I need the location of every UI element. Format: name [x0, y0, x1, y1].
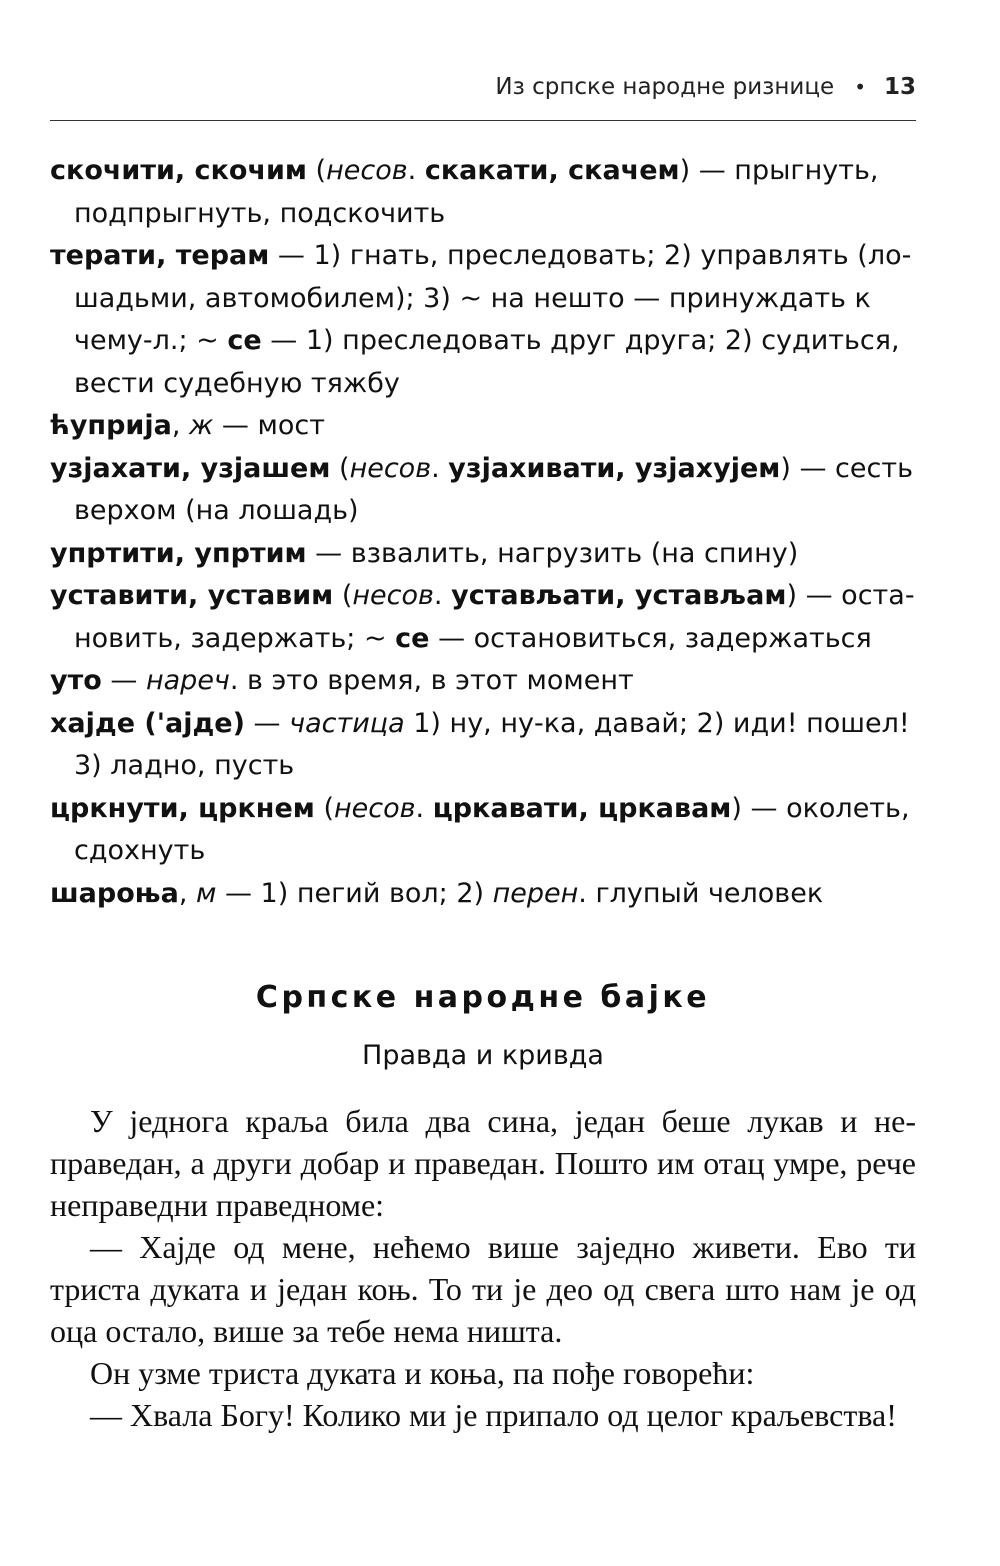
definition-text: . [431, 452, 449, 484]
headword: упртити, упртим [50, 537, 307, 569]
definition-text: ( [333, 580, 353, 611]
definition-text: . [415, 792, 433, 824]
definition-text: 1) ну, ну-ка, давай; 2) иди! пошел! 3) ладно, пусть [74, 707, 910, 781]
definition-text: — 1) преследовать друг друга; 2) судиться, вести судебную тяжбу [74, 325, 900, 399]
headword: цркнути, цркнем [50, 792, 315, 824]
glossary-entry [50, 873, 920, 916]
headword: узјахати, узјашем [50, 452, 331, 484]
definition-text: ) — остановить, задержать; ~ [74, 580, 915, 654]
glossary-entry [50, 533, 920, 576]
definition-text: ( [306, 155, 327, 186]
definition-text: . глупый человек [578, 877, 824, 909]
grammar-label: несов [326, 155, 408, 186]
definition-text: ( [314, 792, 334, 824]
story-paragraph: Он узме триста дуката и коња, па пође говорећи: [90, 1355, 755, 1391]
grammar-label: частица [289, 707, 405, 739]
definition-text: , [171, 410, 189, 441]
headword: се [395, 622, 430, 654]
grammar-label: перен [492, 877, 579, 909]
glossary-entry [50, 788, 920, 873]
headword: уто [50, 665, 102, 696]
headword: уставити, уставим [50, 580, 334, 611]
glossary-entry [50, 703, 920, 788]
definition-text: — мост [213, 410, 325, 441]
definition-text: ( [330, 452, 350, 484]
headword: терати, терам [50, 240, 270, 271]
section-title: Српске народне бајке [255, 980, 711, 1015]
headword: узјахивати, узјахујем [448, 452, 781, 484]
headword: устављати, устављам [451, 580, 787, 611]
headword: се [227, 325, 262, 356]
glossary-entry [50, 448, 920, 533]
glossary [50, 150, 920, 915]
glossary-entry [50, 660, 920, 703]
running-title: Из српске народне ризнице [495, 74, 835, 100]
headword: хајде ('ајде) [50, 707, 245, 739]
grammar-label: несов [352, 580, 434, 611]
running-header [50, 74, 916, 114]
headword: цркавати, цркавам [432, 792, 732, 824]
glossary-entry [50, 575, 920, 660]
headword: ћуприја [50, 410, 172, 441]
grammar-label: нареч [145, 665, 230, 696]
story-paragraph: У једнога краља била два сина, један беше лукав и неправедан, а други добар и праведан. Пошто им отац умре, рече неправедни праведноме: [50, 1103, 916, 1223]
story-title: Правда и кривда [362, 1040, 604, 1071]
header-rule [50, 120, 916, 121]
definition-text: — [244, 707, 290, 739]
definition-text: ) — сесть верхом (на лошадь) [74, 452, 913, 526]
definition-text: — [101, 665, 146, 696]
headword: скочити, скочим [50, 155, 307, 186]
definition-text: — 1) гнать, преследовать; 2) управлять (лошадьми, автомобилем); 3) ~ на нешто — принуждать к чему-л.; ~ [74, 240, 912, 356]
definition-text: — остановиться, задержаться [429, 622, 872, 654]
header-separator: • [854, 75, 866, 99]
page-number: 13 [883, 74, 916, 100]
grammar-label: несов [349, 452, 432, 484]
definition-text: . [433, 580, 452, 611]
headword: шароња [50, 877, 179, 909]
story-text [50, 1100, 916, 1436]
glossary-entry [50, 405, 920, 448]
grammar-label: м [195, 877, 217, 909]
definition-text: ) — околеть, сдохнуть [74, 792, 910, 866]
definition-text: ) — прыгнуть, подпрыгнуть, подскочить [74, 155, 879, 229]
story-paragraph: — Хајде од мене, нећемо више заједно живети. Ево ти триста дуката и један коњ. То ти је део од свега што нам је од оца остало, више за тебе нема ништа. [50, 1229, 916, 1349]
grammar-label: несов [333, 792, 416, 824]
definition-text: . в это время, в этот момент [229, 665, 634, 696]
definition-text: — 1) пегий вол; 2) [216, 877, 493, 909]
grammar-label: ж [188, 410, 214, 441]
headword: скакати, скачем [424, 155, 680, 186]
story-paragraph: — Хвала Богу! Колико ми је припало од целог краљевства! [90, 1397, 897, 1433]
glossary-entry [50, 235, 920, 405]
definition-text: , [178, 877, 196, 909]
definition-text: — взвалить, нагрузить (на спину) [306, 537, 799, 569]
glossary-entry [50, 150, 920, 235]
definition-text: . [407, 155, 425, 186]
